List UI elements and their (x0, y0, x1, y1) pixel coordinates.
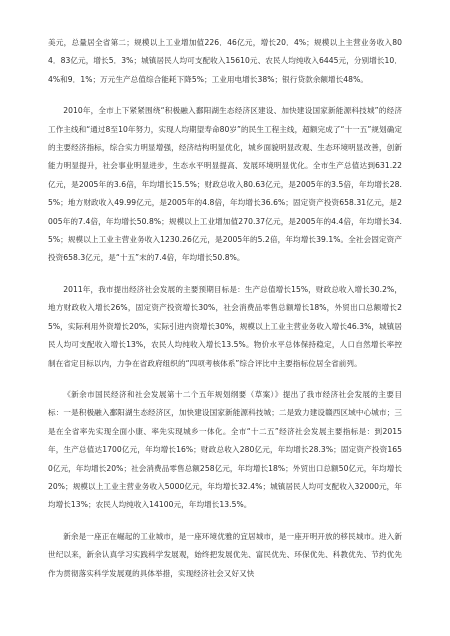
paragraph-5: 新余是一座正在崛起的工业城市，是一座环境优雅的宜居城市，是一座开明开放的移民城市。进入新世纪以来，新余认真学习实践科学发展观，始终把发展优先、富民优先、环保优先、科教优先、节约优先作为贯彻落实科学发展观的具体举措，实现经济社会又好又快 (48, 531, 402, 578)
paragraph-2: 2010年，全市上下紧紧围绕“积极融入鄱阳湖生态经济区建设、加快建设国家新能源科技城”的经济工作主线和“通过8至10年努力，实现人均期望寿命80岁”的民生工程主线，超额完成了“十一五”规划确定的主要经济指标，综合实力明显增强，经济结构明显优化，城乡面貌明显改观、生态环境明显改善，创新能力明显提升，社会事业明显进步，生态水平明显提高、发展环境明显优化。全市生产总值达到631.22亿元，是2005年的3.6倍，年均增长15.5%；财政总收入80.63亿元，是2005年的3.5倍，年均增长28.5%；地方财政收入49.99亿元，是2005年的4.8倍，年均增长36.6%；固定资产投资658.31亿元，是2005年的7.4倍，年均增长50.8%；规模以上工业增加值270.37亿元，是2005年的4.4倍，年均增长34.5%；规模以上工业主营业务收入1230.26亿元，是2005年的5.2倍，年均增长39.1%。全社会固定资产投资658.3亿元，是“十五”末的7.4倍，年均增长50.8%。 (48, 106, 402, 263)
paragraph-3: 2011年，我市提出经济社会发展的主要预期目标是：生产总值增长15%，财政总收入增长30.2%，地方财政收入增长26%，固定资产投资增长30%，社会消费品零售总额增长18%，外贸出口总额增长25%，实际利用外资增长20%，实际引进内资增长30%，规模以上工业主营业务收入增长46.3%，城镇居民人均可支配收入增长13%，农民人均纯收入增长13.5%。物价水平总体保持稳定，人口自然增长率控制在省定目标以内，力争在省政府组织的“四项考核体系”综合评比中主要指标位居全省前列。 (48, 284, 402, 368)
paragraph-4: 《新余市国民经济和社会发展第十二个五年规划纲要（草案）》提出了我市经济社会发展的主要目标：一是积极融入鄱阳湖生态经济区，加快建设国家新能源科技城；二是致力建设赣西区域中心城市；三是在全省率先实现全面小康、率先实现城乡一体化。全市“十二五”经济社会发展主要指标是：到2015年，生产总值达1700亿元，年均增长16%；财政总收入280亿元，年均增长28.3%；固定资产投资1650亿元，年均增长20%；社会消费品零售总额258亿元，年均增长18%；外贸出口总额50亿元，年均增长20%；规模以上工业主营业务收入5000亿元，年均增长32.4%；城镇居民人均可支配收入32000元，年均增长13%；农民人均纯收入14100元，年均增长13.5%。 (48, 389, 402, 510)
paragraph-1: 美元，总量居全省第二；规模以上工业增加值226．46亿元，增长20．4%；规模以上主营业务收入804．83亿元，增长5．3%；城镇居民人均可支配收入15610元、农民人均纯收入6445元，分别增长10．4%和9．1%；万元生产总值综合能耗下降5%；工业用电增长38%；银行贷款余额增长48%。 (48, 38, 402, 84)
